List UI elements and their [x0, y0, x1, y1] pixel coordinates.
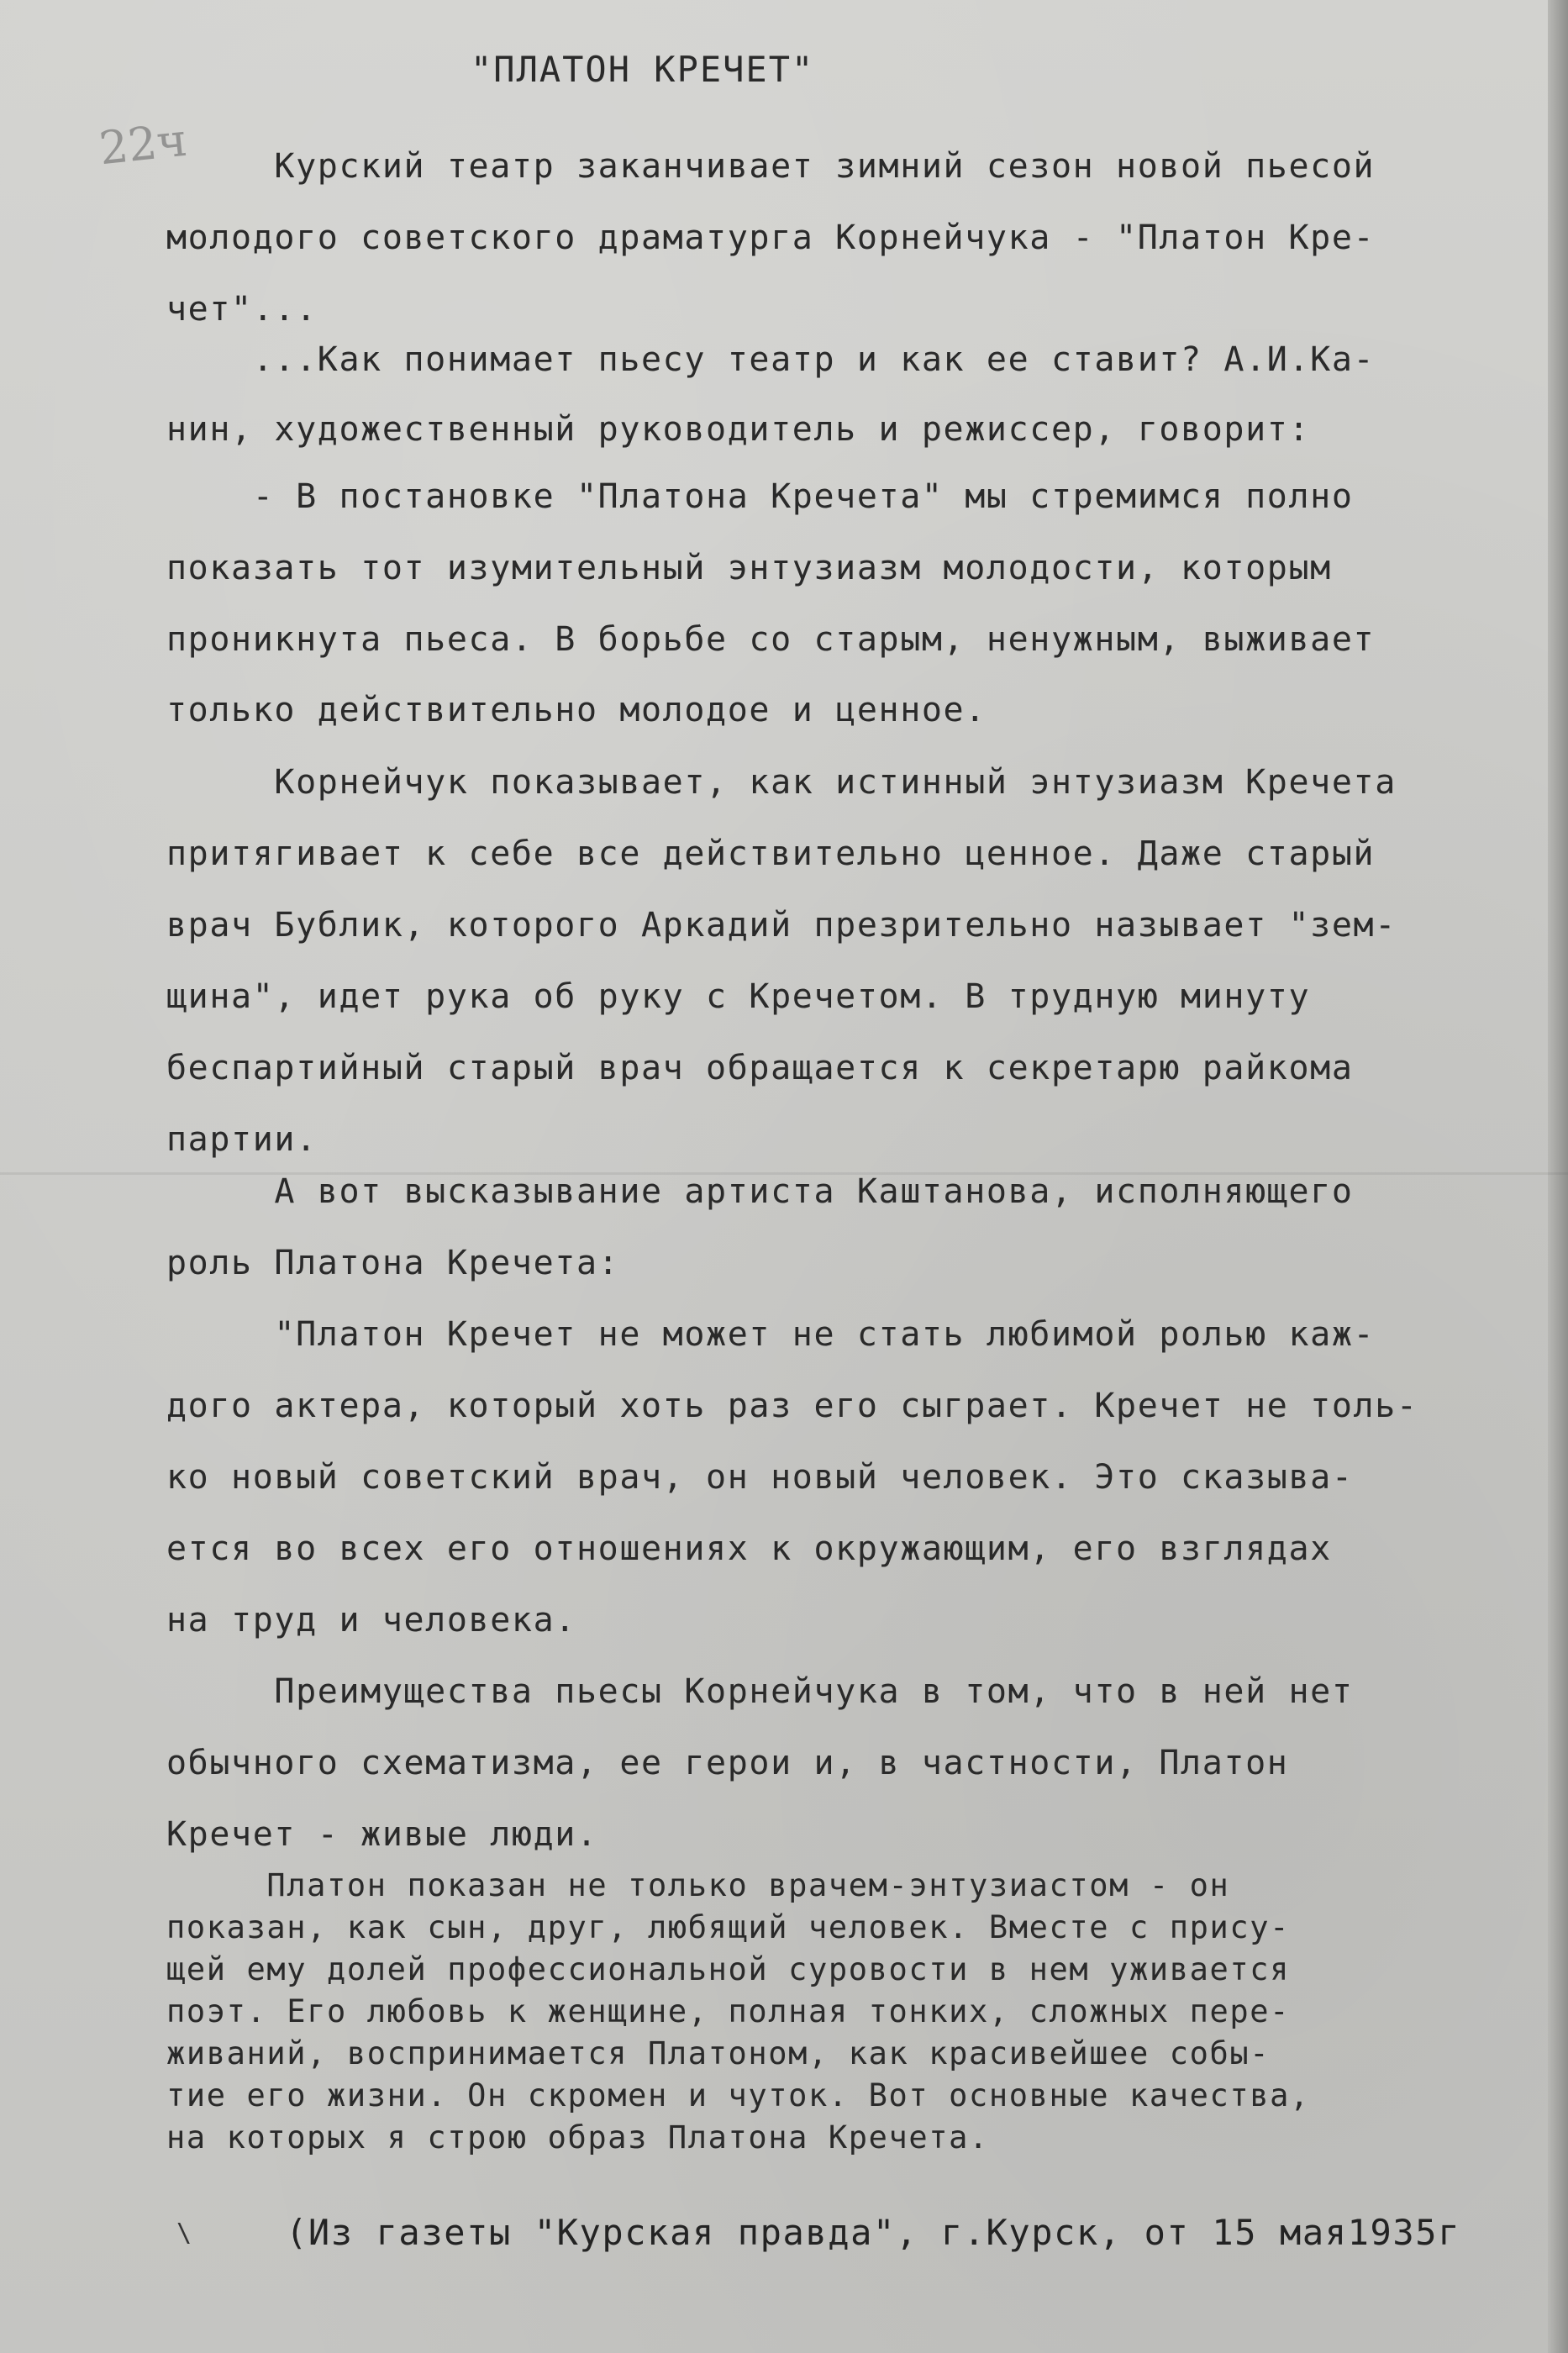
- document-title: "ПЛАТОН КРЕЧЕТ": [471, 49, 815, 90]
- text-line: тие его жизни. Он скромен и чуток. Вот основные качества,: [166, 2077, 1310, 2113]
- text-line: А вот высказывание артиста Каштанова, исполняющего: [166, 1172, 1354, 1211]
- text-line: ется во всех его отношениях к окружающим, его взглядах: [166, 1529, 1332, 1568]
- text-line: - В постановке "Платона Кречета" мы стремимся полно: [166, 477, 1354, 516]
- text-line: поэт. Его любовь к женщине, полная тонких, сложных пере-: [166, 1993, 1291, 2029]
- text-line: чет"...: [166, 290, 318, 329]
- text-line: щина", идет рука об руку с Кречетом. В трудную минуту: [166, 977, 1311, 1016]
- footer-mark: \: [176, 2219, 192, 2248]
- text-line: обычного схематизма, ее герои и, в частности, Платон: [166, 1744, 1289, 1782]
- text-line: живаний, воспринимается Платоном, как красивейшее собы-: [166, 2035, 1271, 2071]
- source-citation: (Из газеты "Курская правда", г.Курск, от 15 мая1935г: [286, 2212, 1461, 2253]
- text-line: показать тот изумительный энтузиазм молодости, которым: [166, 549, 1332, 587]
- text-line: только действительно молодое и ценное.: [166, 691, 987, 729]
- text-line: "Платон Кречет не может не стать любимой ролью каж-: [166, 1315, 1376, 1354]
- text-line: роль Платона Кречета:: [166, 1244, 620, 1282]
- text-line: щей ему долей профессиональной суровости в нем уживается: [166, 1951, 1291, 1987]
- text-line: врач Бублик, которого Аркадий презрительно называет "зем-: [166, 906, 1397, 945]
- text-line: показан, как сын, друг, любящий человек. Вместе с прису-: [166, 1909, 1291, 1945]
- text-line: нин, художественный руководитель и режиссер, говорит:: [166, 410, 1311, 449]
- text-line: ко новый советский врач, он новый человек. Это сказыва-: [166, 1458, 1354, 1497]
- page-edge: [1548, 0, 1568, 2353]
- text-line: на труд и человека.: [166, 1601, 576, 1640]
- handwritten-note: 22ч: [96, 113, 190, 176]
- text-line: партии.: [166, 1120, 318, 1159]
- text-line: дого актера, который хоть раз его сыграет. Кречет не толь-: [166, 1387, 1418, 1425]
- text-line: Преимущества пьесы Корнейчука в том, что в ней нет: [166, 1672, 1354, 1711]
- text-line: на которых я строю образ Платона Кречета.: [166, 2119, 989, 2156]
- text-line: Курский театр заканчивает зимний сезон новой пьесой: [166, 147, 1376, 186]
- text-line: Кречет - живые люди.: [166, 1815, 598, 1854]
- text-line: ...Как понимает пьесу театр и как ее ставит? А.И.Ка-: [166, 340, 1376, 379]
- text-line: притягивает к себе все действительно ценное. Даже старый: [166, 834, 1376, 873]
- text-line: Корнейчук показывает, как истинный энтузиазм Кречета: [166, 763, 1397, 802]
- text-line: беспартийный старый врач обращается к секретарю райкома: [166, 1049, 1354, 1087]
- text-line: Платон показан не только врачем-энтузиастом - он: [166, 1867, 1230, 1903]
- text-line: молодого советского драматурга Корнейчука - "Платон Кре-: [166, 218, 1376, 257]
- text-line: проникнута пьеса. В борьбе со старым, ненужным, выживает: [166, 620, 1376, 659]
